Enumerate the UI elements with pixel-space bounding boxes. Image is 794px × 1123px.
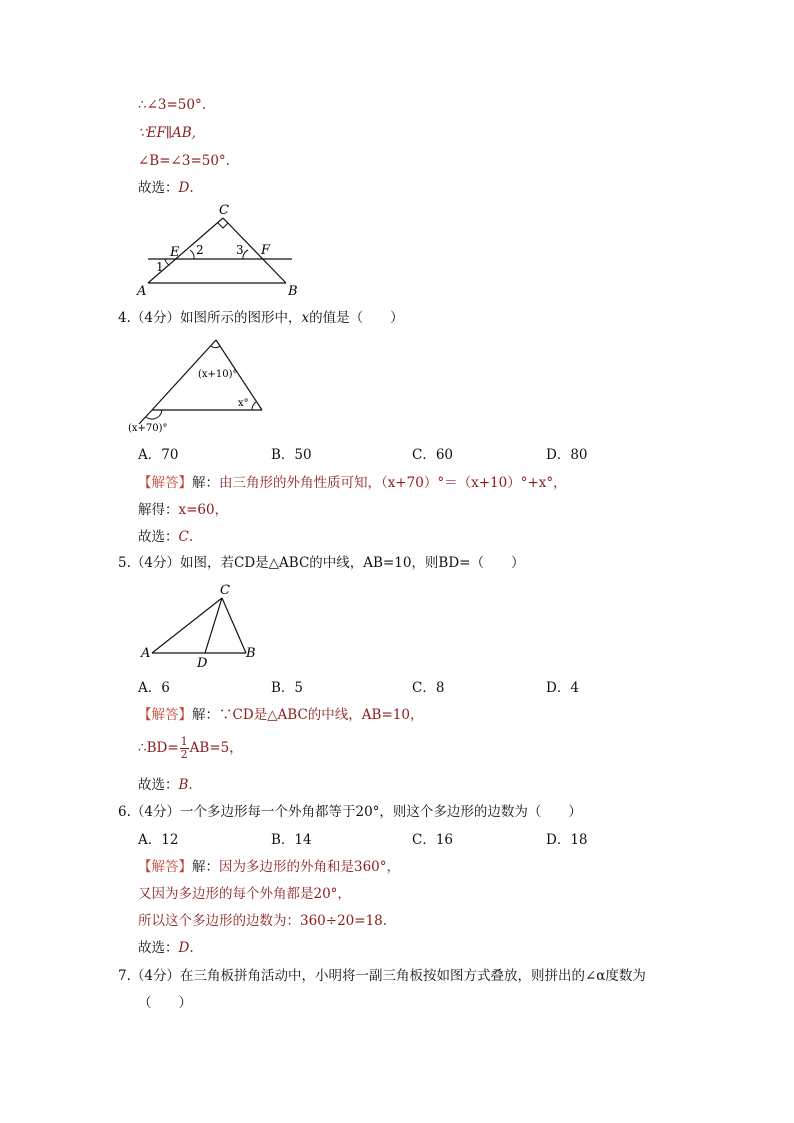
right-angle-mark xyxy=(218,223,228,228)
answer-intro: 解： xyxy=(192,475,219,491)
q3-solution-line-3: ∠B=∠3=50°. xyxy=(138,153,230,169)
q4-option-d[interactable]: D．80 xyxy=(546,447,588,463)
question-points: （4分） xyxy=(130,555,180,571)
answer-intro: 解： xyxy=(192,859,219,875)
median-cd xyxy=(205,598,222,653)
label-b: B xyxy=(246,646,256,661)
q4-option-c[interactable]: C．60 xyxy=(412,447,454,463)
label-d: D xyxy=(197,656,208,670)
q6-solution-line-3: 所以这个多边形的边数为：360÷20=18. xyxy=(138,913,388,929)
q3-solution-line-2: ∵EF∥AB, xyxy=(138,125,197,141)
choice-prefix: 故选： xyxy=(138,180,179,196)
label-a: A xyxy=(141,646,151,661)
q6-stem: 6.（4分）一个多边形每一个外角都等于20°，则这个多边形的边数为（ ） xyxy=(118,804,582,820)
label-c: C xyxy=(219,203,229,218)
right-angle-arc xyxy=(252,402,256,410)
q4-triangle-figure xyxy=(128,334,278,440)
q3-solution-line-1: ∴∠3=50°. xyxy=(138,97,207,113)
question-points: （4分） xyxy=(130,310,180,326)
q4-solve-line: 解得：x=60， xyxy=(138,502,229,518)
label-a: A xyxy=(137,284,147,298)
q6-answer-line: 【解答】解：因为多边形的外角和是360°， xyxy=(138,859,401,875)
label-e: E xyxy=(170,245,180,260)
label-c: C xyxy=(220,583,230,598)
q4-stem: 4.（4分）如图所示的图形中，x的值是（ ） xyxy=(118,310,404,326)
question-number: 5. xyxy=(118,555,131,571)
q3-choice-line xyxy=(138,179,194,197)
q6-option-b[interactable]: B．14 xyxy=(271,832,312,848)
q6-choice-line: 故选：D. xyxy=(138,940,194,956)
label-exterior-angle: (x+70)° xyxy=(128,423,168,434)
label-right-angle: x° xyxy=(238,398,249,409)
question-number: 4. xyxy=(118,310,131,326)
q4-option-b[interactable]: B．50 xyxy=(271,447,312,463)
label-3: 3 xyxy=(236,243,244,257)
q5-calc-line: ∴BD= $\frac{1}{2}$ AB=5， xyxy=(138,735,243,761)
fraction-one-half: $\frac{1}{2}$ xyxy=(180,735,188,761)
question-number: 7. xyxy=(118,968,131,984)
answer-text: ∵CD是△ABC的中线，AB=10， xyxy=(219,707,424,723)
q7-blank: （ ） xyxy=(138,995,192,1011)
q5-choice-line: 故选：B. xyxy=(138,777,193,793)
side-left-extension xyxy=(139,410,152,424)
q6-option-a[interactable]: A．12 xyxy=(138,832,179,848)
q5-option-c[interactable]: C．8 xyxy=(412,680,445,696)
angle-3-arc xyxy=(243,250,248,259)
label-b: B xyxy=(288,284,298,298)
q5-option-a[interactable]: A．6 xyxy=(138,680,170,696)
answer-tag: 【解答】 xyxy=(138,475,192,491)
q7-stem: 7.（4分）在三角板拼角活动中，小明将一副三角板按如图方式叠放，则拼出的∠α度数为 xyxy=(118,968,646,984)
label-1: 1 xyxy=(156,260,164,274)
label-f: F xyxy=(261,243,271,258)
q4-answer-line xyxy=(138,474,567,492)
answer-text: 由三角形的外角性质可知，（x+70）°＝（x+10）°+x°， xyxy=(219,475,567,491)
answer-tag: 【解答】 xyxy=(138,707,192,723)
side-cb xyxy=(222,598,246,653)
question-points: （4分） xyxy=(130,968,180,984)
q3-parallel-lines-figure xyxy=(130,198,310,298)
q6-solution-line-2: 又因为多边形的每个外角都是20°， xyxy=(138,886,351,902)
q6-option-d[interactable]: D．18 xyxy=(546,832,588,848)
top-angle-arc xyxy=(211,346,220,348)
angle-2-arc xyxy=(190,250,194,259)
question-points: （4分） xyxy=(130,804,180,820)
q4-option-a[interactable]: A．70 xyxy=(138,447,179,463)
side-ac xyxy=(152,598,222,653)
q5-median-figure xyxy=(138,580,268,670)
q5-stem: 5.（4分）如图，若CD是△ABC的中线，AB=10，则BD=（ ） xyxy=(118,555,525,571)
q6-option-c[interactable]: C．16 xyxy=(412,832,454,848)
label-2: 2 xyxy=(196,243,204,257)
q5-option-d[interactable]: D．4 xyxy=(546,680,579,696)
q5-answer-line xyxy=(138,706,423,724)
choice-letter: D xyxy=(178,180,190,196)
answer-intro: 解： xyxy=(192,707,219,723)
side-cb xyxy=(223,218,286,283)
answer-tag: 【解答】 xyxy=(138,859,192,875)
q4-choice-line: 故选：C. xyxy=(138,529,194,545)
label-top-angle: (x+10)° xyxy=(198,369,238,380)
choice-end: . xyxy=(189,180,194,196)
question-number: 6. xyxy=(118,804,131,820)
q5-option-b[interactable]: B．5 xyxy=(271,680,304,696)
